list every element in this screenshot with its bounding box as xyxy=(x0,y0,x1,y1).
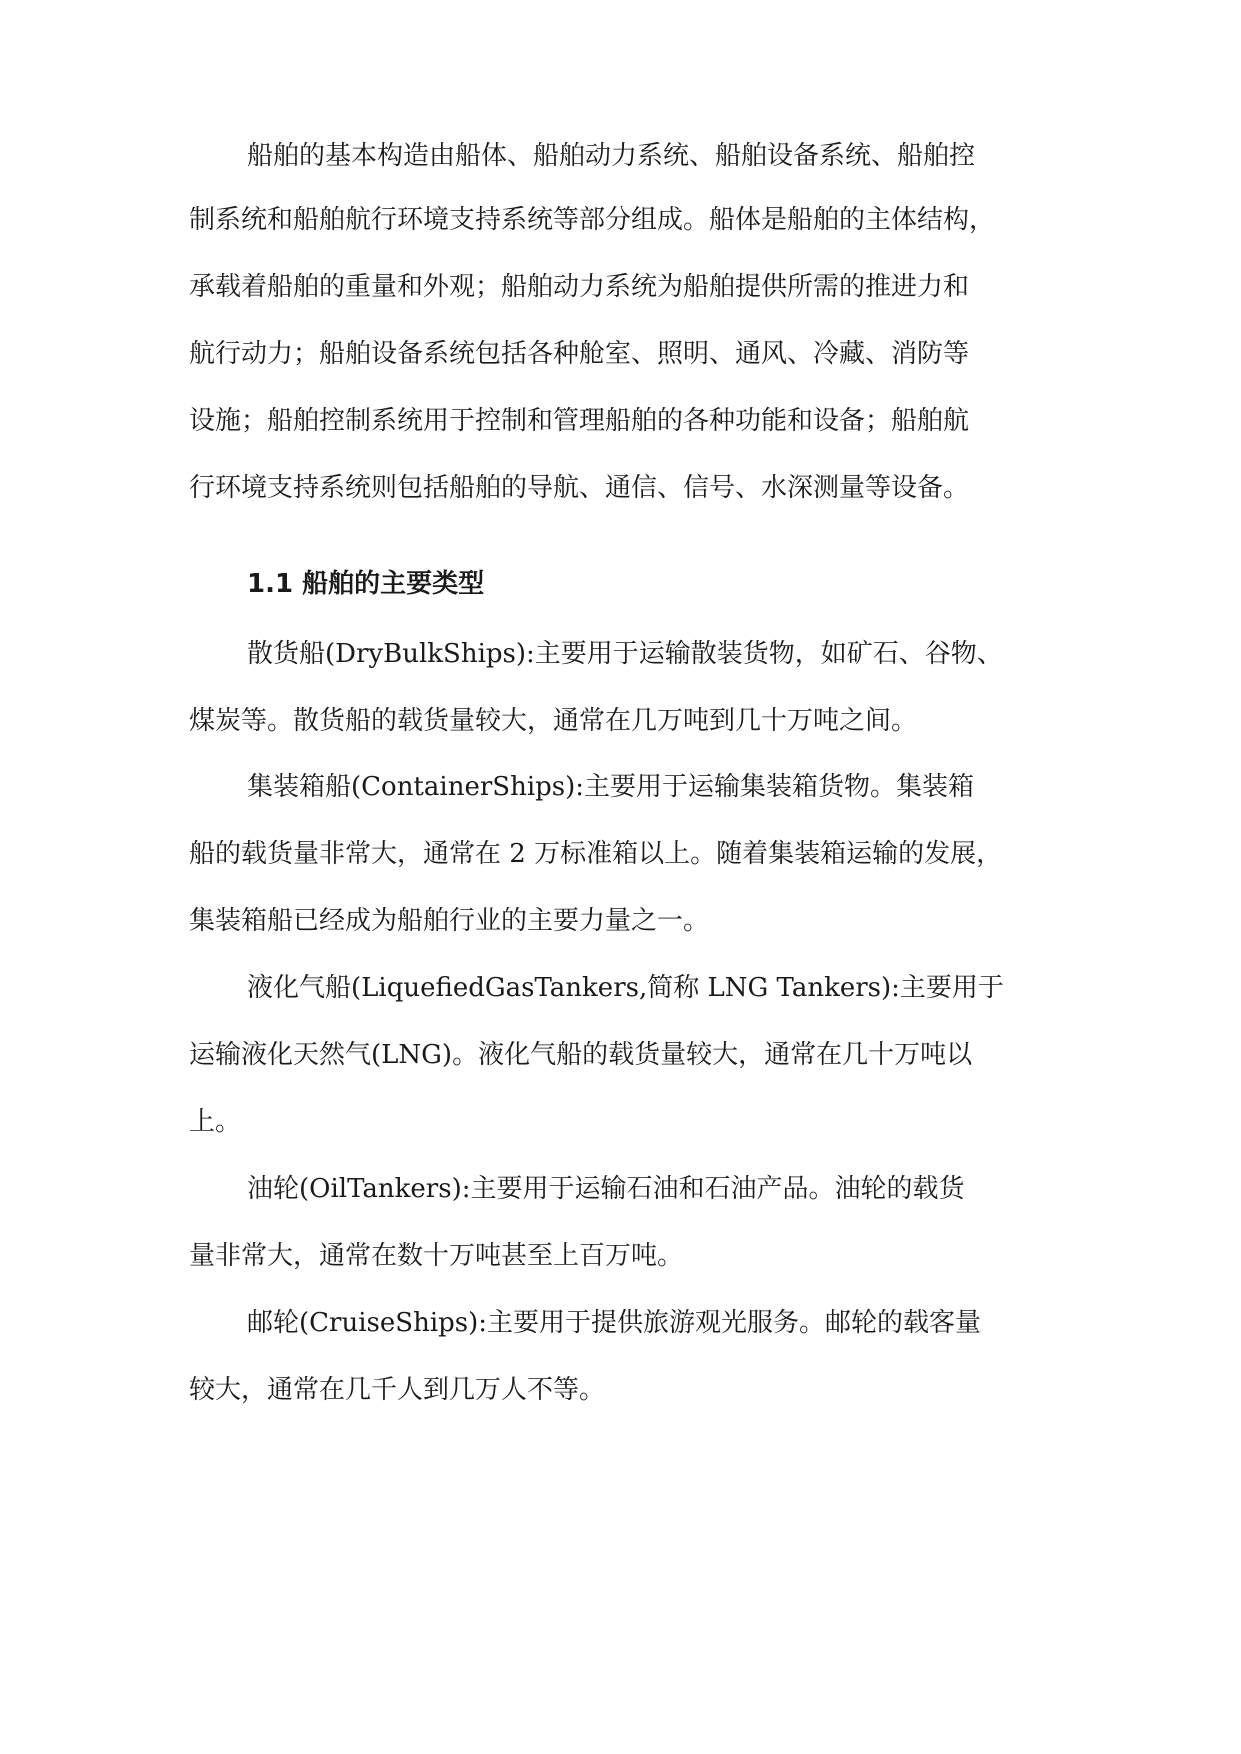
intro-line-4: 航行动力；船舶设备系统包括各种舱室、照明、通风、冷藏、消防等 xyxy=(189,339,970,369)
type-oil-line-1: 油轮(OilTankers):主要用于运输石油和石油产品。油轮的载货 xyxy=(247,1174,965,1204)
type-lng-line-1: 液化气船(LiquefiedGasTankers,简称 LNG Tankers):主要用于 xyxy=(247,973,1004,1003)
intro-line-6: 行环境支持系统则包括船舶的导航、通信、信号、水深测量等设备。 xyxy=(189,473,970,503)
section-heading: 1.1 船舶的主要类型 xyxy=(247,569,485,599)
type-container-line-3: 集装箱船已经成为船舶行业的主要力量之一。 xyxy=(189,906,710,936)
intro-line-5: 设施；船舶控制系统用于控制和管理船舶的各种功能和设备；船舶航 xyxy=(189,406,970,436)
type-bulk-line-1: 散货船(DryBulkShips):主要用于运输散装货物，如矿石、谷物、 xyxy=(247,639,1003,669)
type-container-line-1: 集装箱船(ContainerShips):主要用于运输集装箱货物。集装箱 xyxy=(247,772,975,802)
type-cruise-line-1: 邮轮(CruiseShips):主要用于提供旅游观光服务。邮轮的载客量 xyxy=(247,1308,982,1338)
type-oil-line-2: 量非常大，通常在数十万吨甚至上百万吨。 xyxy=(189,1241,684,1271)
intro-line-1: 船舶的基本构造由船体、船舶动力系统、船舶设备系统、船舶控 xyxy=(247,141,976,171)
type-lng-line-2: 运输液化天然气(LNG)。液化气船的载货量较大，通常在几十万吨以 xyxy=(189,1040,973,1070)
intro-line-2: 制系统和船舶航行环境支持系统等部分组成。船体是船舶的主体结构， xyxy=(189,205,996,235)
intro-line-3: 承载着船舶的重量和外观；船舶动力系统为船舶提供所需的推进力和 xyxy=(189,272,970,302)
type-bulk-line-2: 煤炭等。散货船的载货量较大，通常在几万吨到几十万吨之间。 xyxy=(189,706,918,736)
type-container-line-2: 船的载货量非常大，通常在 2 万标准箱以上。随着集装箱运输的发展， xyxy=(189,839,1003,869)
type-cruise-line-2: 较大，通常在几千人到几万人不等。 xyxy=(189,1375,606,1405)
type-lng-line-3: 上。 xyxy=(189,1107,242,1137)
